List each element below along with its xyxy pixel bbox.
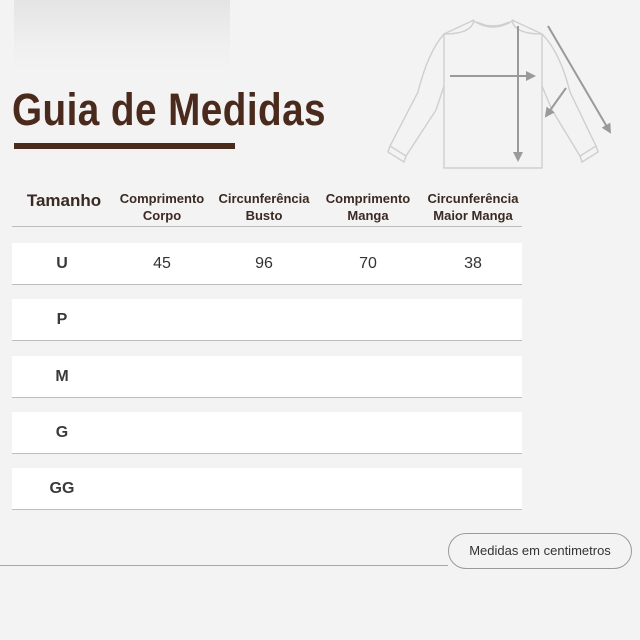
cell-circunferencia-busto [212,412,316,453]
table-row-m [12,356,522,398]
header-comprimento-corpo [112,190,212,224]
cell-size: GG [49,480,75,497]
cell-comprimento-corpo [112,468,212,509]
table-row-u [12,243,522,285]
units-note-badge: Medidas em centimetros [448,533,632,569]
table-row-p [12,299,522,341]
cell-circunferencia-maior-manga [420,412,526,453]
cell-size: M [55,368,69,385]
cell-circunferencia-maior-manga: 38 [464,255,482,272]
header-col4-line2: Maior Manga [433,208,513,223]
long-sleeve-shirt-measurement-icon [384,12,616,174]
cell-comprimento-manga [316,299,420,340]
cell-comprimento-corpo [112,299,212,340]
cell-comprimento-manga [316,412,420,453]
title-underline [14,143,235,149]
cell-circunferencia-busto [212,356,316,397]
cell-comprimento-manga [316,468,420,509]
header-col2-line1: Circunferência [218,191,310,206]
cell-size: P [56,311,68,328]
header-col3-line1: Comprimento [325,191,411,206]
cell-circunferencia-busto: 96 [255,255,273,272]
cell-comprimento-manga [316,356,420,397]
cell-circunferencia-busto [212,299,316,340]
page-title: Guia de Medidas [12,84,326,135]
header-comprimento-manga [316,190,420,224]
header-col3-line2: Manga [347,208,389,223]
cell-comprimento-corpo [112,412,212,453]
cell-size: G [55,424,69,441]
header-circunferencia-busto [212,190,316,224]
header-col2-line2: Busto [245,208,283,223]
header-col1-line2: Corpo [142,208,182,223]
cell-comprimento-corpo [112,356,212,397]
cell-circunferencia-maior-manga [420,468,526,509]
top-fade-decoration [14,0,230,70]
cell-circunferencia-maior-manga [420,299,526,340]
table-row-g [12,412,522,454]
header-size: Tamanho [26,191,102,210]
header-col1-line1: Comprimento [119,191,205,206]
header-circunferencia-maior-manga [420,190,526,224]
cell-circunferencia-busto [212,468,316,509]
table-row-gg [12,468,522,510]
header-divider [12,226,522,227]
cell-size: U [56,255,68,272]
cell-comprimento-corpo: 45 [153,255,171,272]
bottom-divider [0,565,448,566]
cell-comprimento-manga: 70 [359,255,377,272]
header-col4-line1: Circunferência [427,191,519,206]
cell-circunferencia-maior-manga [420,356,526,397]
